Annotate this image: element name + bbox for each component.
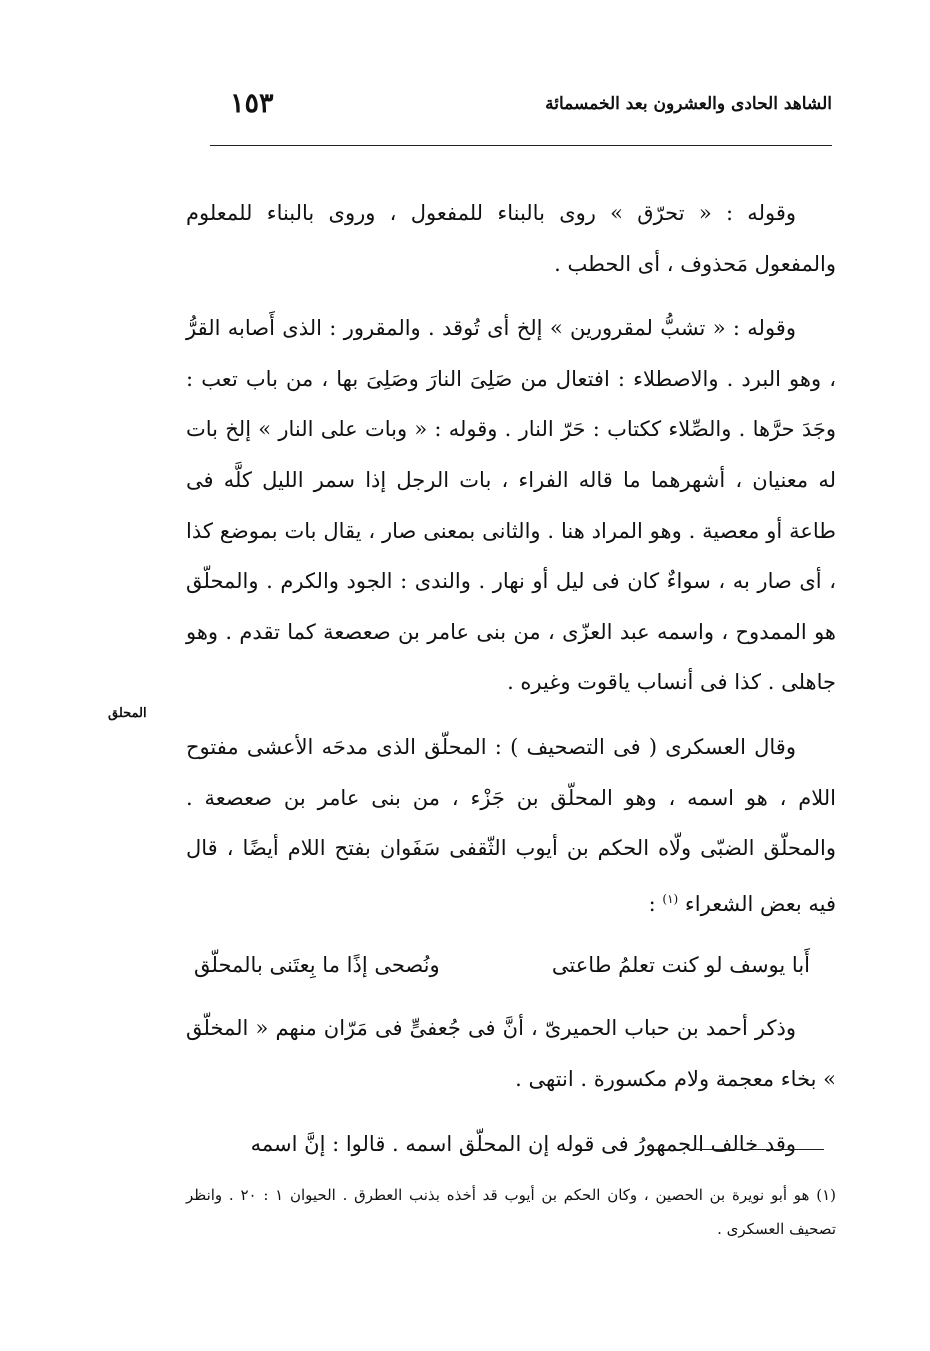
verse-first-hemistich: أَبا يوسف لو كنت تعلمُ طاعتى: [551, 953, 810, 978]
footnote-reference: (١): [662, 891, 679, 906]
paragraph-3-text: وقال العسكرى ( فى التصحيف ) : المحلّق الذى مدحَه الأعشى مفتوح اللام ، هو اسمه ، وهو المحلّق بن جَزْء ، من بنى عامر بن صعصعة . والمحلّق الضبّى ولّاه الحكم بن أيوب الثّقفى سَفَوان بفتح اللام أيضًا ، قال فيه بعض الشعراء: [186, 734, 836, 916]
main-text: [186, 188, 836, 1169]
paragraph-4: وذكر أحمد بن حباب الحميرىّ ، أنَّ فى جُعفىٍّ فى مَرّان منهم « المخلّق » بخاء معجمة ولام مكسورة . انتهى .: [186, 1016, 836, 1091]
footnote-1: (١) هو أبو نويرة بن الحصين ، وكان الحكم بن أيوب قد أخذه بذنب العطرق . الحيوان ١ : ٢٠ . وانظر تصحيف العسكرى .: [186, 1186, 836, 1238]
footnote-rule: [688, 1149, 824, 1150]
footnotes: [186, 1178, 836, 1246]
page-number: ١٥٣: [230, 88, 274, 119]
paragraph-3: [186, 722, 836, 929]
running-head: [210, 88, 832, 128]
paragraph-1: وقوله : « تحرّق » روى بالبناء للمفعول ، وروى بالبناء للمعلوم والمفعول مَحذوف ، أى الحطب .: [186, 201, 836, 276]
poetry-verse: [186, 945, 836, 985]
header-rule: [210, 145, 832, 146]
paragraph-5: وقد خالف الجمهورُ فى قوله إن المحلّق اسمه . قالوا : إنَّ اسمه: [250, 1131, 796, 1156]
running-title: الشاهد الحادى والعشرون بعد الخمسمائة: [545, 94, 832, 114]
paragraph-3-ending: :: [648, 891, 663, 916]
verse-second-hemistich: ونُصحى إذًا ما بِعتَنى بالمحلّق: [194, 953, 440, 978]
margin-note: المحلق: [108, 706, 147, 721]
paragraph-2: وقوله : « تشبُّ لمقرورين » إلخ أى تُوقد . والمقرور : الذى أَصابه القرُّ ، وهو البرد . والاصطلاء : افتعال من صَلِىَ النارَ وصَلِىَ بها ، من باب تعب : وجَدَ حرَّها . والصِّلاء ككتاب : حَرّ النار . وقوله : « وبات على النار » إلخ بات له معنيان ، أشهرهما ما قاله الفراء ، بات الرجل إذا سمر الليل كلَّه فى طاعة أو معصية . وهو المراد هنا . والثانى بمعنى صار ، يقال بات بموضع كذا ، أى صار به ، سواءٌ كان فى ليل أو نهار . والندى : الجود والكرم . والمحلّق هو الممدوح ، واسمه عبد العزّى ، من بنى عامر بن صعصعة كما تقدم . وهو جاهلى . كذا فى أنساب ياقوت وغيره .: [186, 316, 836, 695]
